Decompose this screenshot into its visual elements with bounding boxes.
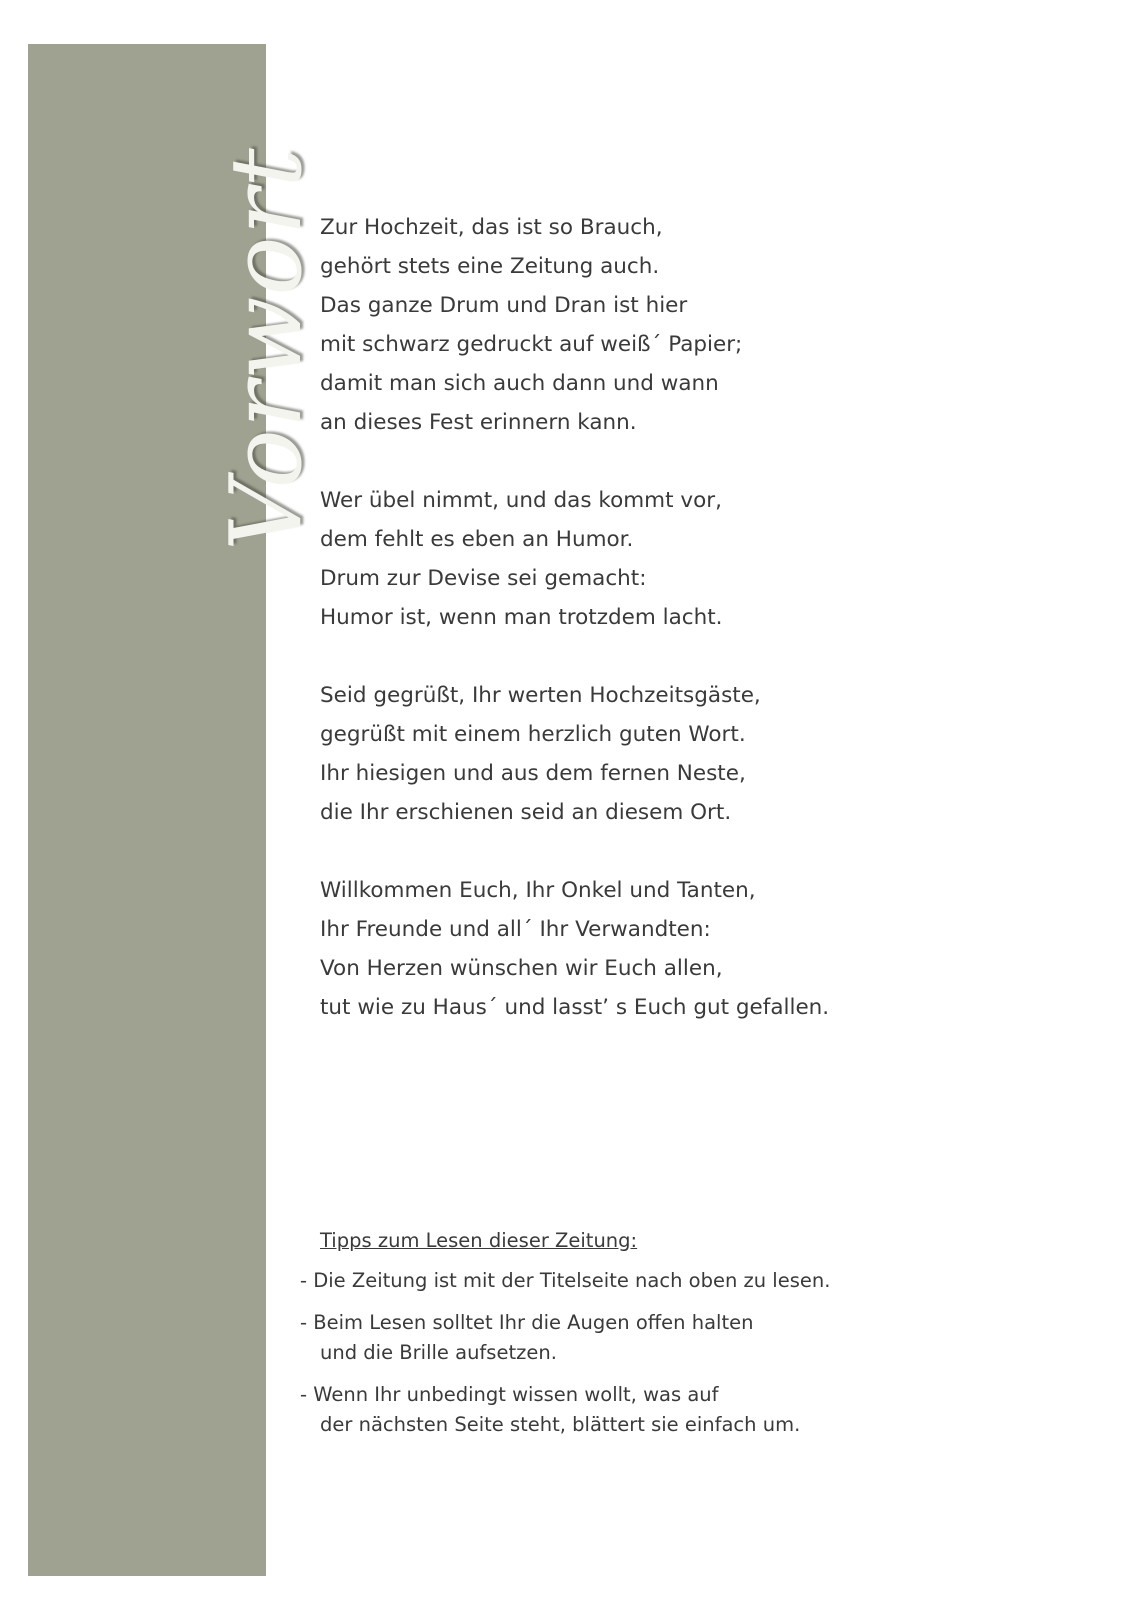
tip-item (300, 1266, 1040, 1296)
poem-line: Zur Hochzeit, das ist so Brauch, (320, 215, 663, 240)
reading-tips (300, 1226, 1040, 1452)
tip-line-continuation: der nächsten Seite steht, blättert sie einfach um. (320, 1413, 801, 1436)
poem-line: Von Herzen wünschen wir Euch allen, (320, 956, 723, 981)
poem-line: Ihr Freunde und all´ Ihr Verwandten: (320, 917, 711, 942)
tip-line: - Die Zeitung ist mit der Titelseite nach oben zu lesen. (300, 1269, 831, 1292)
poem (320, 208, 1040, 1066)
poem-line: Wer übel nimmt, und das kommt vor, (320, 488, 722, 513)
poem-line: die Ihr erschienen seid an diesem Ort. (320, 800, 732, 825)
poem-line: Ihr hiesigen und aus dem fernen Neste, (320, 761, 746, 786)
poem-line: gegrüßt mit einem herzlich guten Wort. (320, 722, 746, 747)
poem-stanza-1 (320, 208, 1040, 442)
poem-line: Drum zur Devise sei gemacht: (320, 566, 647, 591)
poem-stanza-4 (320, 871, 1040, 1027)
poem-line: Humor ist, wenn man trotzdem lacht. (320, 605, 723, 630)
tip-line: - Beim Lesen solltet Ihr die Augen offen halten (300, 1311, 754, 1334)
poem-line: an dieses Fest erinnern kann. (320, 410, 637, 435)
poem-stanza-2 (320, 481, 1040, 637)
poem-line: tut wie zu Haus´ und lasst’ s Euch gut gefallen. (320, 995, 830, 1020)
poem-line: damit man sich auch dann und wann (320, 371, 719, 396)
poem-line: mit schwarz gedruckt auf weiß´ Papier; (320, 332, 743, 357)
poem-line: Das ganze Drum und Dran ist hier (320, 293, 688, 318)
tip-item (300, 1380, 1040, 1440)
poem-line: Seid gegrüßt, Ihr werten Hochzeitsgäste, (320, 683, 761, 708)
page-title: Vorwort (210, 147, 324, 551)
poem-stanza-3 (320, 676, 1040, 832)
tip-line-continuation: und die Brille aufsetzen. (320, 1341, 557, 1364)
tips-heading: Tipps zum Lesen dieser Zeitung: (320, 1229, 638, 1252)
poem-line: dem fehlt es eben an Humor. (320, 527, 634, 552)
poem-line: Willkommen Euch, Ihr Onkel und Tanten, (320, 878, 756, 903)
tip-line: - Wenn Ihr unbedingt wissen wollt, was auf (300, 1383, 719, 1406)
tip-item (300, 1308, 1040, 1368)
poem-line: gehört stets eine Zeitung auch. (320, 254, 660, 279)
